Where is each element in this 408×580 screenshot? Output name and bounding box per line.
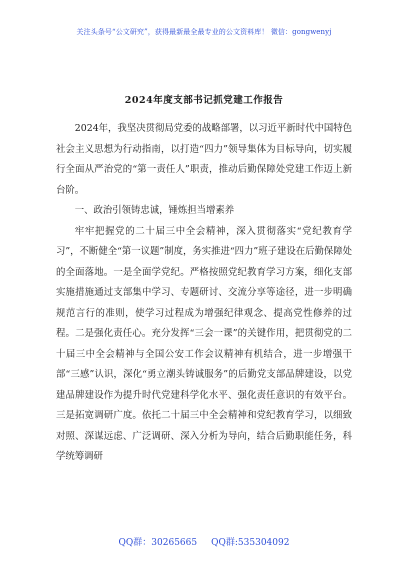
document-body bbox=[56, 119, 352, 468]
qq-group-2: QQ群:535304092 bbox=[211, 538, 290, 548]
qq-group-1: QQ群：30265665 bbox=[118, 538, 198, 548]
paragraph-section-1: 牢牢把握党的二十届三中全会精神，深入贯彻落实“党纪教育学习”，不断健全“第一议题”制度，务实推进“四力”班子建设在后勤保障处的全面落地。一是全面学党纪。严格按照党纪教育学习方案，细化支部实施措施通过支部集中学习、专题研讨、交流分享等途径，进一步明确规范言行的准则，使学习过程成为增强纪律观念、提高党性修养的过程。二是强化责任心。充分发挥“三会一课”的关键作用，把贯彻党的二十届三中全会精神与全国公安工作会议精神有机结合，进一步增强干部“三感”认识，深化“勇立潮头铸诚服务”的后勤党支部品牌建设，以党建品牌建设作为提升时代党建科学化水平、强化责任意识的有效平台。三是拓宽调研广度。依托二十届三中全会精神和党纪教育学习，以细致对照、深谋远虑、广泛调研、深入分析为导向，结合后勤职能任务，科学统筹调研 bbox=[56, 225, 352, 462]
paragraph-intro: 2024年，我坚决贯彻局党委的战略部署，以习近平新时代中国特色社会主义思想为行动指南，以打造“四力”领导集体为目标导向，切实履行全面从严治党的“第一责任人”职责，推动后勤保障处党建工作迈上新台阶。 bbox=[56, 123, 352, 196]
footer-contacts bbox=[0, 535, 408, 548]
section-heading-1: 一、政治引领铸忠诚，锤炼担当增素养 bbox=[74, 205, 235, 216]
document-title: 2024年度支部书记抓党建工作报告 bbox=[124, 95, 284, 106]
header-note: 关注头条号“公文研究”，获得最新最全最专业的公文资料库！ 微信：gongwenyj bbox=[76, 28, 332, 36]
